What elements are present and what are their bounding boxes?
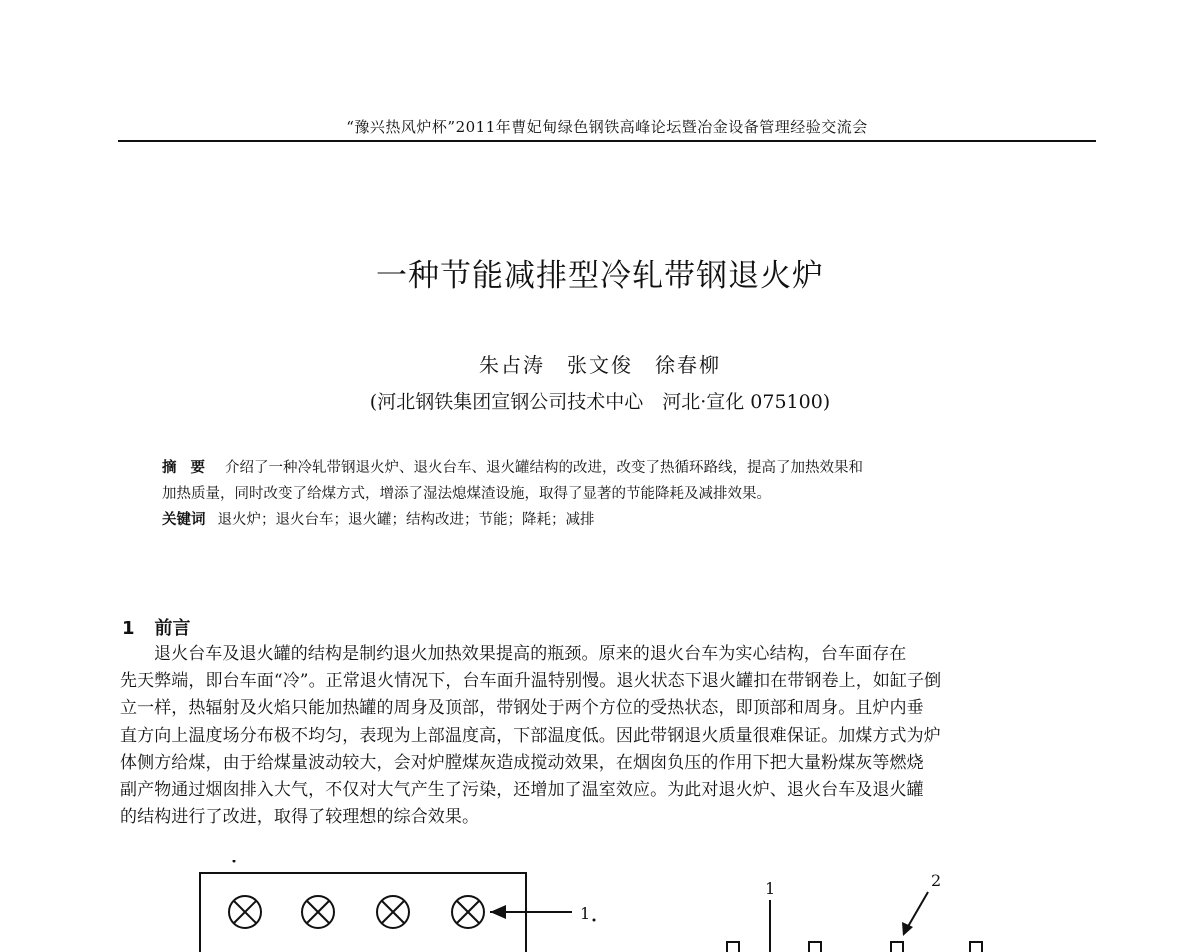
burner-icon <box>452 896 484 928</box>
dot-mark <box>233 860 236 863</box>
body-line: 先天弊端，即台车面“冷”。正常退火情况下，台车面升温特别慢。退火状态下退火罐扣在带钢卷上，如缸子倒 <box>120 671 942 692</box>
callout-label: 2 <box>931 871 942 890</box>
callout-label: 1 <box>580 904 591 923</box>
section-title: 前言 <box>154 618 191 639</box>
abstract-line-1 <box>162 455 1062 481</box>
cap-shape <box>970 942 982 952</box>
body-line: 副产物通过烟囱排入大气，不仅对大气产生了污染，还增加了温室效应。为此对退火炉、退火台车及退火罐 <box>120 780 924 801</box>
burner-icon <box>377 896 409 928</box>
running-header: “豫兴热风炉杯”2011年曹妃甸绿色钢铁高峰论坛暨冶金设备管理经验交流会 <box>346 118 868 136</box>
section-body <box>120 641 1100 831</box>
keywords-line <box>162 507 1062 533</box>
cap-shape <box>891 942 903 952</box>
dot-mark <box>593 919 596 922</box>
arrowhead-icon <box>490 905 506 919</box>
body-line: 直方向上温度场分布极不均匀，表现为上部温度高，下部温度低。因此带钢退火质量很难保证。加煤方式为炉 <box>120 725 941 746</box>
keywords-label: 关键词 <box>162 512 206 528</box>
cap-shape <box>727 942 739 952</box>
keywords-text: 退火炉；退火台车；退火罐；结构改进；节能；降耗；减排 <box>217 512 595 528</box>
body-line: 立一样，热辐射及火焰只能加热罐的周身及顶部，带钢处于两个方位的受热状态，即顶部和周身。且炉内垂 <box>120 698 924 719</box>
callout-label: 1 <box>765 879 776 898</box>
abstract-label: 摘要 <box>162 460 219 476</box>
abstract-line-2: 加热质量，同时改变了给煤方式，增添了湿法熄煤渣设施，取得了显著的节能降耗及减排效果。 <box>162 486 771 502</box>
figure-diagram <box>0 860 1200 952</box>
cap-shape <box>809 942 821 952</box>
callout-leader <box>906 892 928 930</box>
section-heading <box>122 614 191 640</box>
header-rule <box>118 140 1096 142</box>
abstract <box>162 455 1062 533</box>
section-number: 1 <box>122 618 135 639</box>
body-line: 的结构进行了改进，取得了较理想的综合效果。 <box>120 807 480 828</box>
body-line: 体侧方给煤，由于给煤量波动较大，会对炉膛煤灰造成搅动效果，在烟囱负压的作用下把大量粉煤灰等燃烧 <box>120 752 924 773</box>
body-line: 退火台车及退火罐的结构是制约退火加热效果提高的瓶颈。原来的退火台车为实心结构，台车面存在 <box>154 644 907 664</box>
abstract-text-1: 介绍了一种冷轧带钢退火炉、退火台车、退火罐结构的改进，改变了热循环路线，提高了加热效果和 <box>225 460 863 476</box>
authors: 朱占涛 张文俊 徐春柳 <box>479 353 721 377</box>
furnace-outline <box>200 873 526 952</box>
burner-icon <box>229 896 261 928</box>
arrowhead-icon <box>902 922 913 936</box>
paper-title: 一种节能减排型冷轧带钢退火炉 <box>376 258 824 294</box>
affiliation: (河北钢铁集团宣钢公司技术中心 河北·宣化 075100) <box>369 391 831 413</box>
burner-icon <box>302 896 334 928</box>
